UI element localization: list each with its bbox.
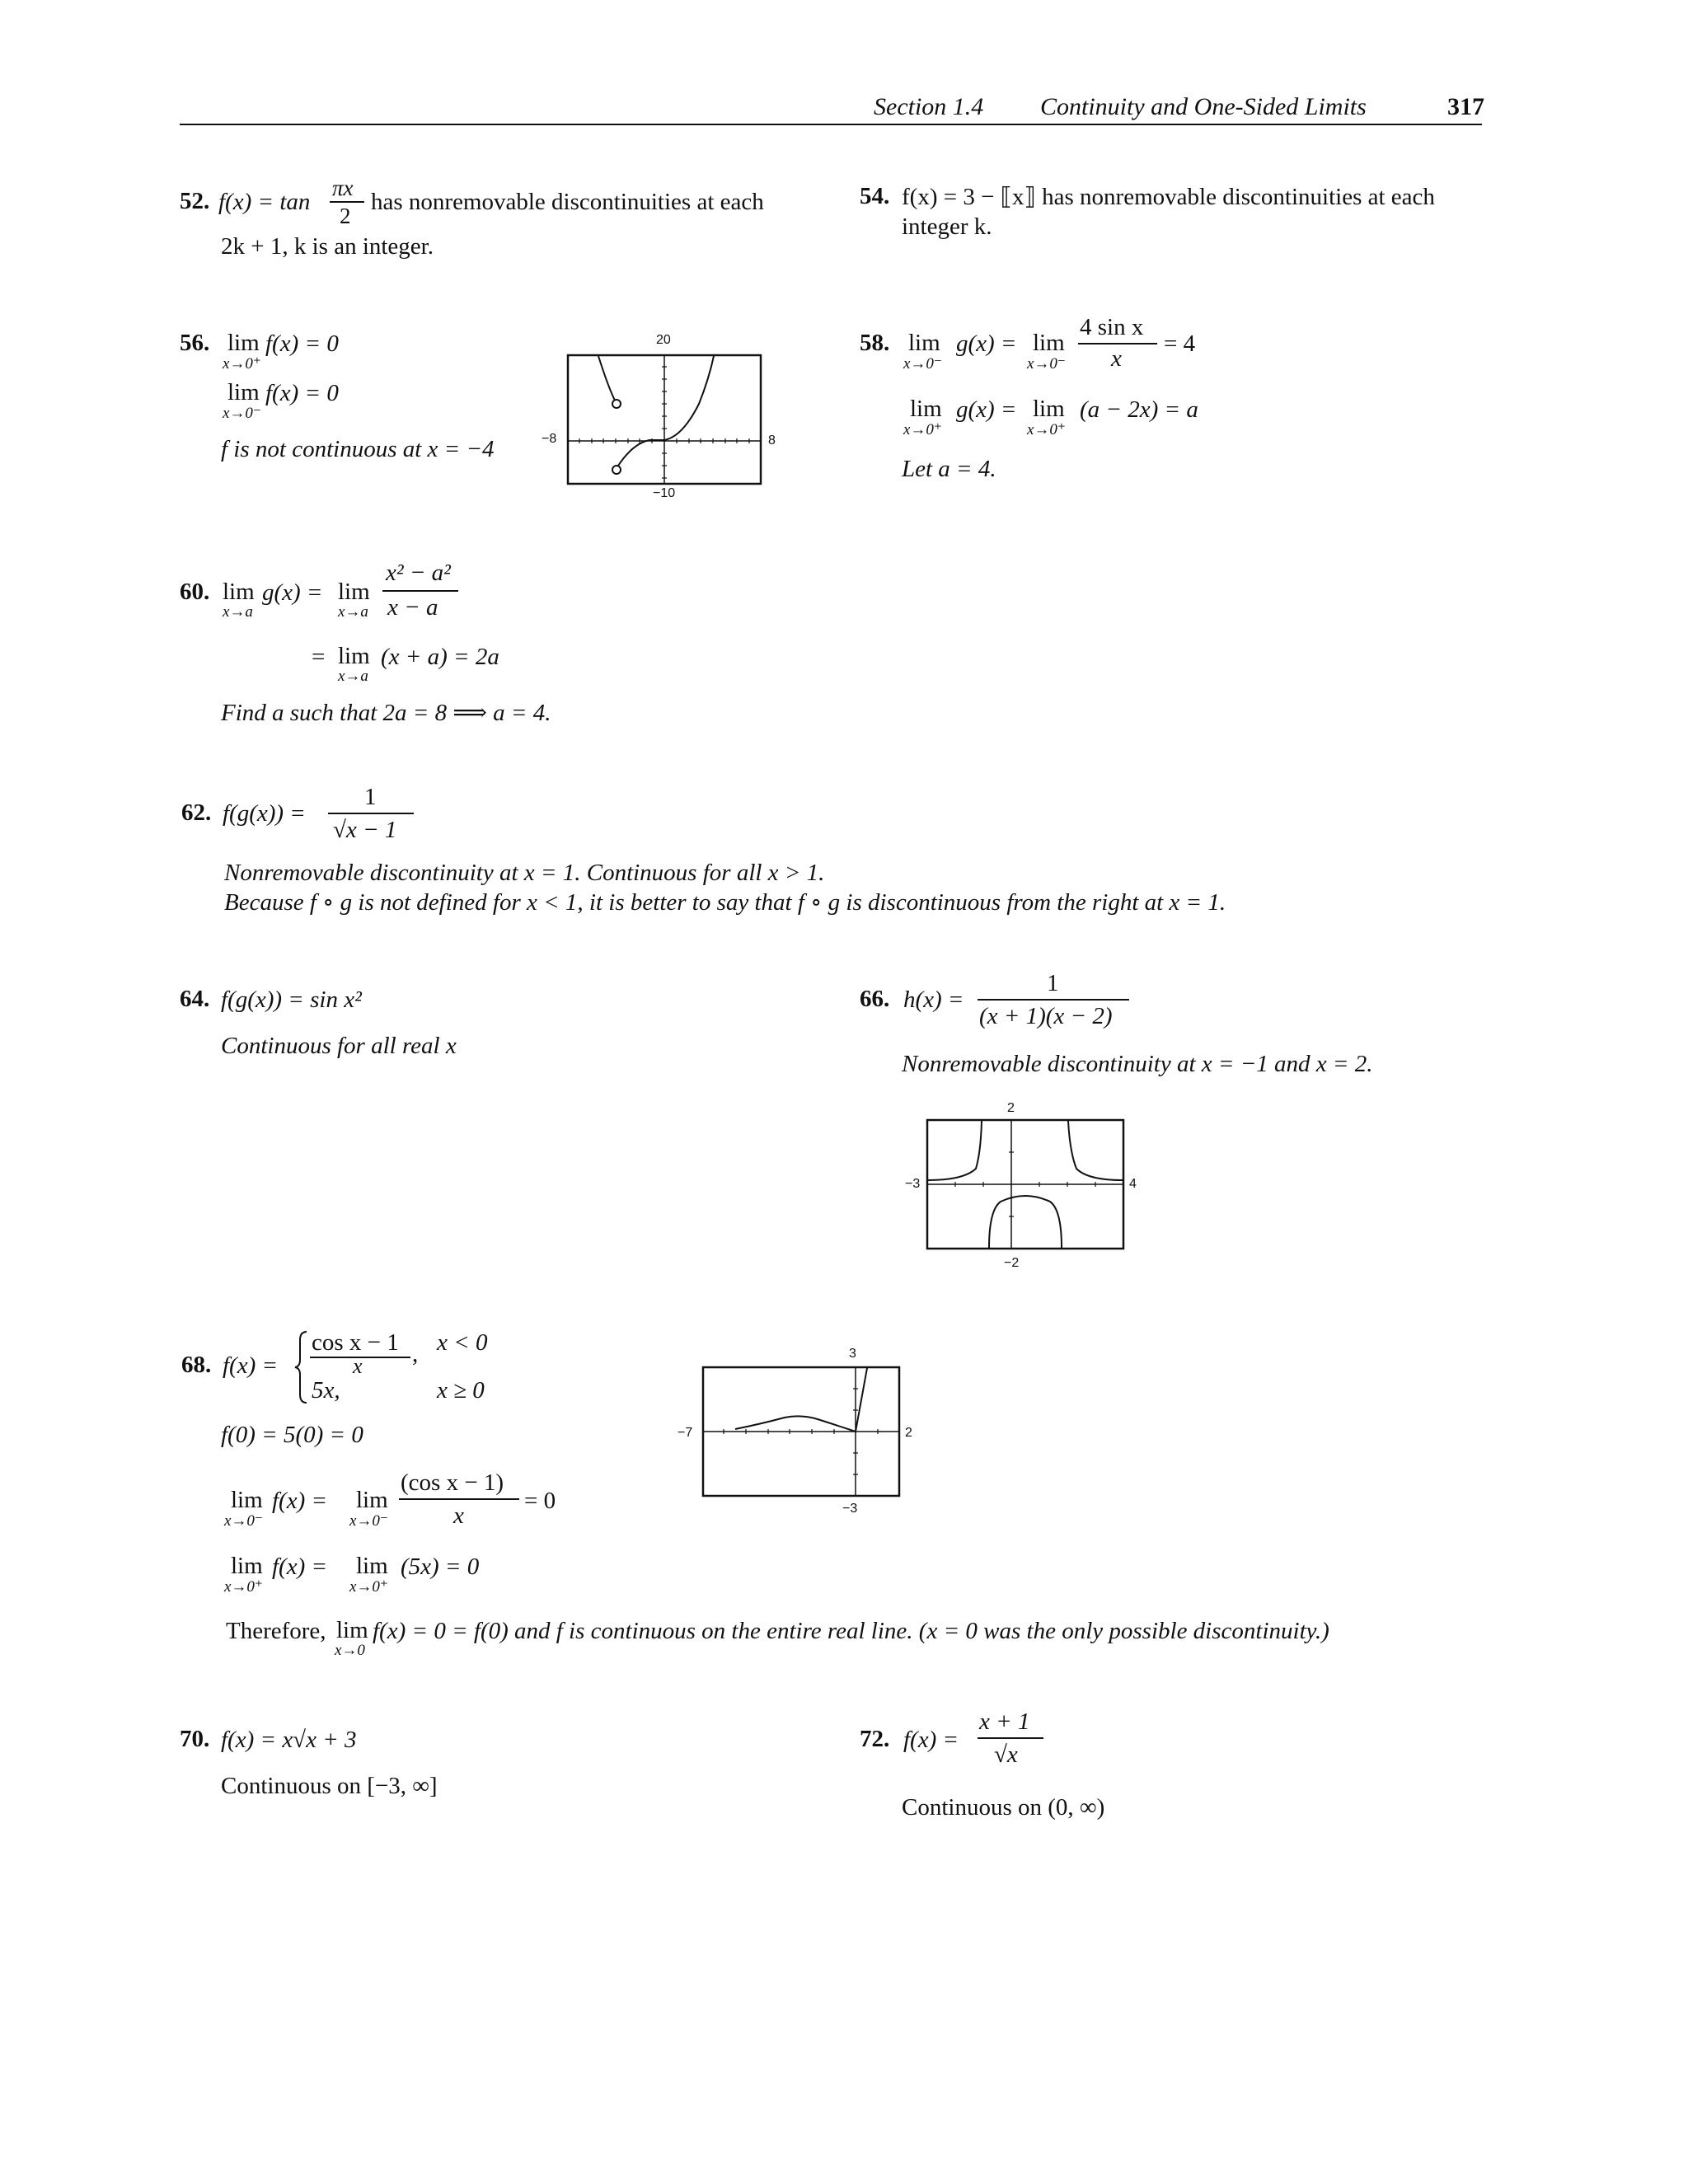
problem-70-line2: Continuous on [−3, ∞]: [221, 1773, 438, 1799]
problem-68-line3-bar: [399, 1498, 519, 1500]
problem-62-frac-num: 1: [364, 784, 377, 810]
problem-66-frac-num: 1: [1047, 970, 1059, 996]
problem-68-case1-den: x: [353, 1354, 363, 1378]
running-head-title: Continuity and One-Sided Limits: [1040, 93, 1367, 120]
problem-72-line2: Continuous on (0, ∞): [902, 1794, 1105, 1821]
problem-58-frac-den: x: [1111, 345, 1122, 372]
running-head-section: Section 1.4: [874, 93, 984, 120]
problem-56-line1: f(x) = 0: [265, 330, 339, 357]
problem-68-line4-rhs: (5x) = 0: [401, 1554, 480, 1580]
problem-66-lhs: h(x) =: [903, 987, 964, 1013]
problem-68-number: 68.: [181, 1352, 212, 1378]
problem-68-line3-den: x: [453, 1502, 464, 1529]
problem-60-sub-2: x→a: [338, 668, 368, 685]
problem-54-line2: integer k.: [902, 213, 992, 240]
problem-62-frac-bar: [328, 813, 414, 814]
problem-62-line1: Nonremovable discontinuity at x = 1. Continuous for all x > 1.: [224, 860, 825, 886]
problem-52-number: 52.: [180, 188, 210, 214]
problem-60-line3: Find a such that 2a = 8 ⟹ a = 4.: [221, 700, 551, 726]
problem-70-line1: f(x) = x√x + 3: [221, 1727, 357, 1753]
problem-68-case2: 5x,: [312, 1377, 340, 1404]
graph-68-xmin: −7: [678, 1426, 693, 1440]
problem-62-lhs: f(g(x)) =: [223, 800, 306, 827]
problem-56-lim-2: lim: [227, 379, 260, 405]
problem-58-line2: g(x) =: [956, 396, 1017, 423]
problem-60-frac-bar: [382, 590, 458, 592]
problem-68-lim-2: lim: [356, 1487, 388, 1513]
problem-58-line1-rhs: = 4: [1164, 330, 1196, 357]
problem-68-lim-4: lim: [356, 1553, 388, 1579]
problem-62-line2: Because f ∘ g is not defined for x < 1, it is better to say that f ∘ g is discontinuous from the right at x = 1.: [224, 889, 1226, 916]
graph-56-xmax: 8: [768, 434, 776, 448]
page-number: 317: [1447, 93, 1484, 120]
problem-66-number: 66.: [860, 986, 890, 1012]
problem-72-number: 72.: [860, 1726, 890, 1752]
problem-58-sub-2b: x→0⁺: [1027, 421, 1066, 438]
graph-56-ymax: 20: [656, 333, 671, 347]
problem-68-line5-b: f(x) = 0 = f(0) and f is continuous on the entire real line. (x = 0 was the only possible discontinuity.): [373, 1618, 1329, 1644]
problem-68-sub-right-a: x→0⁺: [224, 1578, 263, 1596]
problem-60-frac-num: x² − a²: [386, 560, 451, 586]
problem-72-frac-bar: [978, 1737, 1043, 1739]
problem-68-line3-rhs: = 0: [524, 1488, 556, 1514]
graph-56: [567, 354, 762, 485]
problem-54-line1: f(x) = 3 − ⟦x⟧ has nonremovable discontinuities at each: [902, 184, 1435, 210]
problem-62-frac-den: √x − 1: [333, 817, 397, 843]
problem-72-lhs: f(x) =: [903, 1727, 959, 1753]
problem-68-sub-left-b: x→0⁻: [349, 1512, 388, 1530]
problem-64-number: 64.: [180, 986, 210, 1012]
problem-68-lim-5: lim: [336, 1617, 368, 1643]
problem-56-line2: f(x) = 0: [265, 380, 339, 406]
problem-60-line2-rhs: (x + a) = 2a: [381, 644, 499, 670]
graph-66-ymax: 2: [1007, 1101, 1015, 1115]
problem-68-case2-cond: x ≥ 0: [437, 1377, 485, 1404]
problem-62-number: 62.: [181, 799, 212, 826]
header-rule: [180, 124, 1482, 125]
problem-68-line3-lhs: f(x) =: [272, 1488, 328, 1514]
graph-66-xmax: 4: [1129, 1177, 1137, 1191]
problem-56-number: 56.: [180, 330, 210, 356]
problem-58-sub-1b: x→0⁻: [1027, 355, 1066, 373]
problem-58-number: 58.: [860, 330, 890, 356]
problem-68-case1-num: cos x − 1: [312, 1329, 399, 1356]
problem-68-lhs: f(x) =: [223, 1352, 279, 1379]
problem-66-line2: Nonremovable discontinuity at x = −1 and x = 2.: [902, 1051, 1373, 1077]
problem-60-sub-1a: x→a: [223, 603, 253, 621]
problem-58-frac-num: 4 sin x: [1080, 314, 1144, 340]
problem-58-sub-2a: x→0⁺: [903, 421, 942, 438]
problem-68-lim-1: lim: [231, 1487, 263, 1513]
problem-68-line4-lhs: f(x) =: [272, 1554, 328, 1580]
problem-68-line5-a: Therefore,: [226, 1618, 326, 1644]
problem-72-frac-num: x + 1: [979, 1708, 1030, 1735]
problem-66-frac-bar: [978, 999, 1129, 1001]
graph-68-ymax: 3: [849, 1347, 856, 1361]
problem-60-sub-1b: x→a: [338, 603, 368, 621]
problem-58-lim-4: lim: [1033, 396, 1065, 422]
problem-52-frac-num: πx: [332, 176, 354, 200]
problem-56-line3: f is not continuous at x = −4: [221, 436, 495, 462]
problem-56-sub-1: x→0⁺: [223, 355, 261, 373]
problem-68-case1-cond: x < 0: [437, 1329, 488, 1356]
problem-68-lim-3: lim: [231, 1553, 263, 1579]
graph-68-xmax: 2: [905, 1426, 912, 1440]
problem-58-lim-1: lim: [908, 330, 940, 356]
problem-58-lim-3: lim: [910, 396, 942, 422]
problem-68-brace: [293, 1330, 310, 1404]
problem-64-line1: f(g(x)) = sin x²: [221, 987, 362, 1013]
problem-58-lim-2: lim: [1033, 330, 1065, 356]
problem-52-lhs: f(x) = tan: [218, 189, 311, 215]
problem-60-number: 60.: [180, 579, 210, 605]
problem-66-frac-den: (x + 1)(x − 2): [979, 1003, 1113, 1029]
graph-66-ymin: −2: [1004, 1256, 1020, 1270]
problem-52-text: has nonremovable discontinuities at each: [371, 189, 764, 215]
problem-58-line1-lhs: g(x) =: [956, 330, 1017, 357]
problem-58-sub-1a: x→0⁻: [903, 355, 942, 373]
graph-66: [926, 1119, 1124, 1249]
problem-68-case1-comma: ,: [412, 1341, 419, 1367]
problem-68-line3-num: (cos x − 1): [401, 1469, 504, 1496]
problem-58-line2-rhs: (a − 2x) = a: [1080, 396, 1198, 423]
graph-68: [702, 1366, 900, 1497]
problem-68-sub-right-b: x→0⁺: [349, 1578, 388, 1596]
graph-56-ymin: −10: [653, 486, 676, 500]
problem-60-line2-eq: =: [312, 644, 326, 670]
problem-72-frac-den: √x: [994, 1741, 1018, 1768]
problem-58-line3: Let a = 4.: [902, 456, 996, 482]
problem-60-lim-2: lim: [338, 579, 370, 605]
problem-56-sub-2: x→0⁻: [223, 405, 261, 422]
graph-56-xmin: −8: [542, 432, 557, 446]
problem-64-line2: Continuous for all real x: [221, 1033, 457, 1059]
graph-66-xmin: −3: [905, 1177, 921, 1191]
problem-70-number: 70.: [180, 1726, 210, 1752]
problem-68-sub-zero: x→0: [335, 1642, 365, 1659]
problem-68-sub-left-a: x→0⁻: [224, 1512, 263, 1530]
problem-54-number: 54.: [860, 183, 890, 209]
problem-60-line1-lhs: g(x) =: [262, 579, 323, 606]
problem-60-frac-den: x − a: [387, 594, 438, 621]
graph-68-ymin: −3: [842, 1502, 858, 1516]
problem-52-frac-den: 2: [340, 204, 351, 228]
problem-60-lim-1: lim: [223, 579, 255, 605]
problem-60-lim-3: lim: [338, 643, 370, 669]
problem-68-line2: f(0) = 5(0) = 0: [221, 1422, 363, 1448]
problem-56-lim-1: lim: [227, 330, 260, 356]
problem-52-line2: 2k + 1, k is an integer.: [221, 233, 434, 260]
